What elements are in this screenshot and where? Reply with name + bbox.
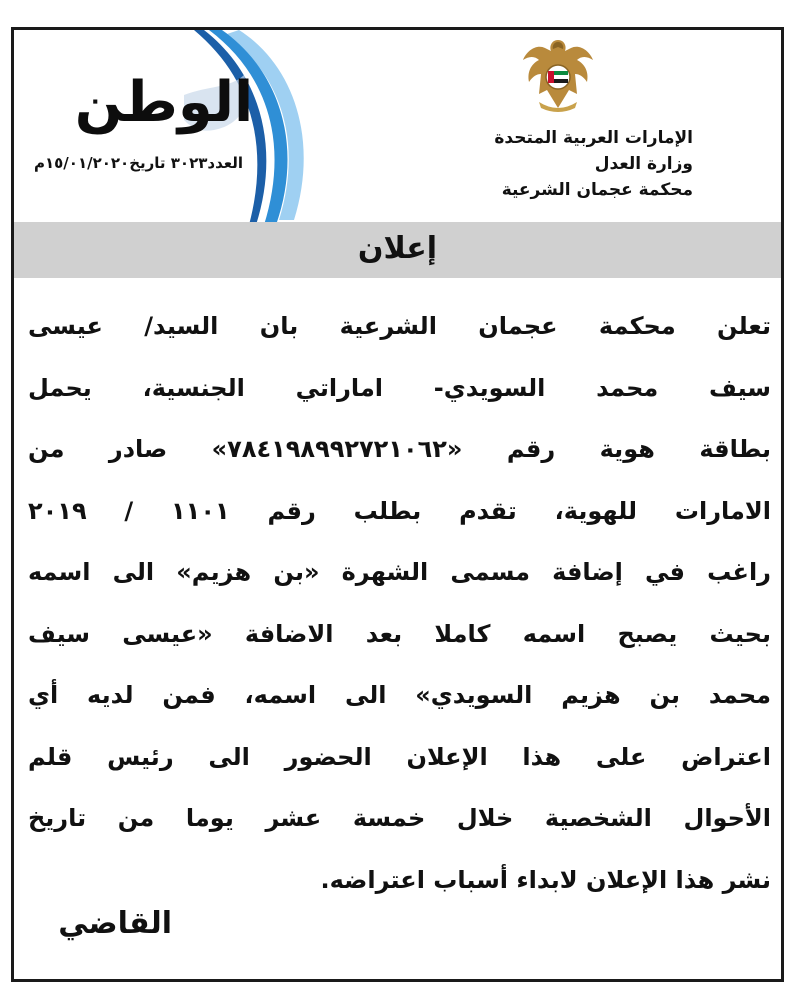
judge-signature: القاضي bbox=[58, 906, 172, 941]
court-name: محكمة عجمان الشرعية bbox=[501, 180, 693, 200]
newspaper-name: الوطن bbox=[74, 70, 254, 135]
body-line: بحيث يصبح اسمه كاملا بعد الاضافة «عيسى سيف bbox=[28, 619, 771, 648]
body-line: محمد بن هزيم السويدي» الى اسمه، فمن لديه أي bbox=[28, 681, 771, 709]
body-line: راغب في إضافة مسمى الشهرة «بن هزيم» الى اسمه bbox=[28, 558, 771, 586]
announcement-title: إعلان bbox=[357, 231, 438, 266]
announcement-body bbox=[28, 296, 771, 911]
ministry-name: وزارة العدل bbox=[594, 154, 693, 174]
country-name: الإمارات العربية المتحدة bbox=[494, 128, 693, 148]
body-line: تعلن محكمة عجمان الشرعية بان السيد/ عيسى bbox=[28, 312, 771, 340]
body-line: بطاقة هوية رقم «٧٨٤١٩٨٩٩٢٧٢١٠٦٢» صادر من bbox=[28, 435, 771, 463]
body-line: الامارات للهوية، تقدم بطلب رقم ١١٠١ / ٢٠١٩ bbox=[28, 496, 771, 525]
issue-number-date: العدد٣٠٢٣ تاريخ١٥/٠١/٢٠٢٠م bbox=[34, 154, 244, 172]
uae-eagle-emblem-icon bbox=[517, 34, 599, 116]
body-line: اعتراض على هذا الإعلان الحضور الى رئيس قلم bbox=[28, 742, 771, 771]
announcement-frame bbox=[11, 27, 784, 982]
body-line: نشر هذا الإعلان لابداء أسباب اعتراضه. bbox=[320, 865, 771, 894]
issuing-authority bbox=[494, 125, 693, 203]
body-line: سيف محمد السويدي- اماراتي الجنسية، يحمل bbox=[28, 373, 771, 402]
body-line: الأحوال الشخصية خلال خمسة عشر يوما من تاريخ bbox=[28, 804, 771, 832]
